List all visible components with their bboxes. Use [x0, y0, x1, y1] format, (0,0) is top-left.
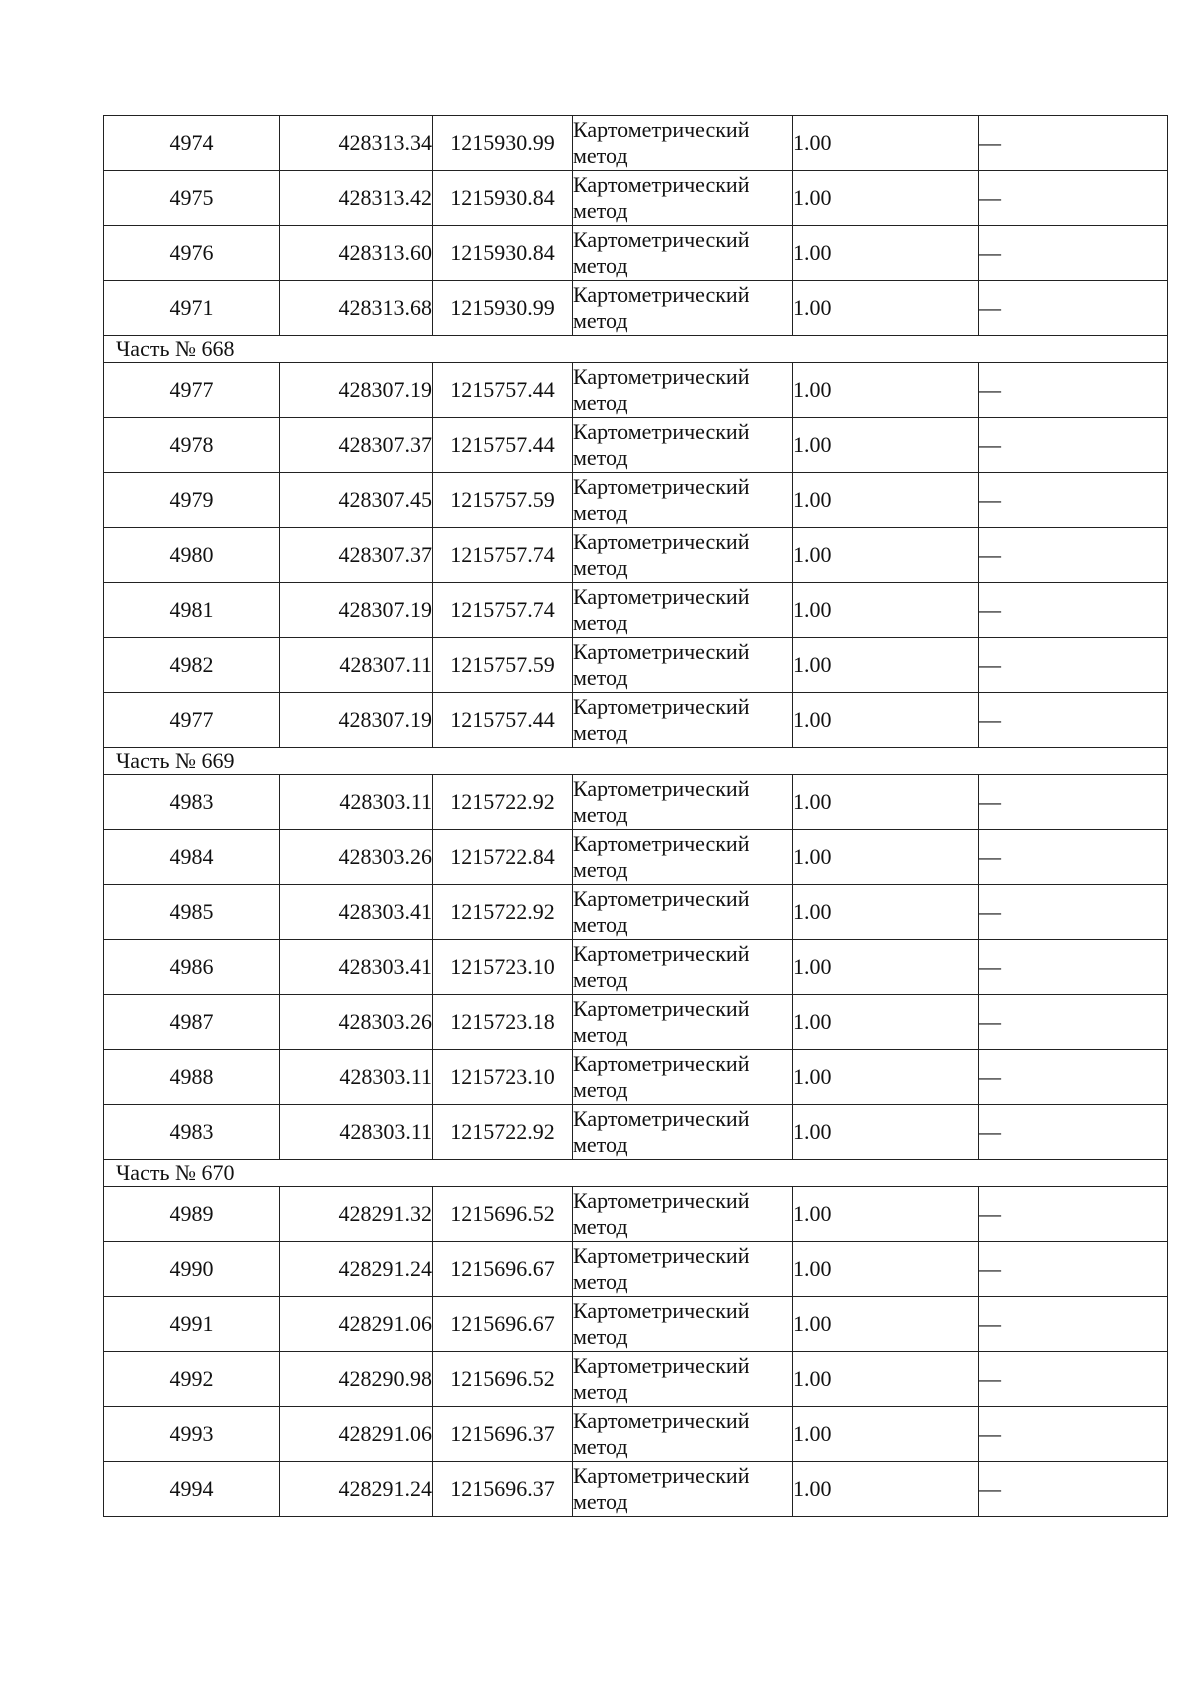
point-number-cell: 4994: [104, 1462, 280, 1517]
method-line: метод: [573, 143, 628, 168]
method-line: метод: [573, 198, 628, 223]
note-cell: —: [979, 693, 1168, 748]
x-coordinate-cell: 428291.06: [280, 1297, 433, 1352]
x-coordinate-cell: 428291.24: [280, 1242, 433, 1297]
point-number-cell: 4983: [104, 1105, 280, 1160]
note-cell: —: [979, 995, 1168, 1050]
method-line: метод: [573, 1434, 628, 1459]
table-row: [104, 1297, 1168, 1352]
method-line: Картометрический: [573, 1298, 750, 1323]
method-line: Картометрический: [573, 364, 750, 389]
y-coordinate-cell: 1215930.84: [433, 226, 573, 281]
table-row: [104, 1105, 1168, 1160]
y-coordinate-cell: 1215696.37: [433, 1462, 573, 1517]
y-coordinate-cell: 1215757.74: [433, 528, 573, 583]
part-header-row: [104, 748, 1168, 775]
accuracy-cell: 1.00: [793, 1105, 979, 1160]
point-number-cell: 4989: [104, 1187, 280, 1242]
method-line: Картометрический: [573, 694, 750, 719]
method-line: метод: [573, 665, 628, 690]
method-line: Картометрический: [573, 1243, 750, 1268]
part-label: Часть № 668: [104, 336, 1168, 363]
point-number-cell: 4977: [104, 693, 280, 748]
method-line: метод: [573, 1132, 628, 1157]
part-header-row: [104, 1160, 1168, 1187]
table-row: [104, 528, 1168, 583]
point-number-cell: 4976: [104, 226, 280, 281]
y-coordinate-cell: 1215757.44: [433, 363, 573, 418]
method-cell: [573, 1407, 793, 1462]
method-line: Картометрический: [573, 1051, 750, 1076]
accuracy-cell: 1.00: [793, 995, 979, 1050]
x-coordinate-cell: 428307.19: [280, 693, 433, 748]
method-cell: [573, 885, 793, 940]
point-number-cell: 4992: [104, 1352, 280, 1407]
point-number-cell: 4983: [104, 775, 280, 830]
table-row: [104, 583, 1168, 638]
part-label: Часть № 669: [104, 748, 1168, 775]
method-line: Картометрический: [573, 584, 750, 609]
table-row: [104, 940, 1168, 995]
note-cell: —: [979, 473, 1168, 528]
method-cell: [573, 473, 793, 528]
accuracy-cell: 1.00: [793, 830, 979, 885]
note-cell: —: [979, 1297, 1168, 1352]
method-line: метод: [573, 1214, 628, 1239]
note-cell: —: [979, 1462, 1168, 1517]
point-number-cell: 4975: [104, 171, 280, 226]
y-coordinate-cell: 1215696.37: [433, 1407, 573, 1462]
x-coordinate-cell: 428303.41: [280, 940, 433, 995]
method-cell: [573, 1050, 793, 1105]
y-coordinate-cell: 1215930.84: [433, 171, 573, 226]
method-line: метод: [573, 445, 628, 470]
table-row: [104, 418, 1168, 473]
note-cell: —: [979, 1352, 1168, 1407]
note-cell: —: [979, 1105, 1168, 1160]
x-coordinate-cell: 428313.68: [280, 281, 433, 336]
table-row: [104, 1462, 1168, 1517]
method-line: Картометрический: [573, 227, 750, 252]
table-row: [104, 116, 1168, 171]
method-cell: [573, 363, 793, 418]
table-row: [104, 830, 1168, 885]
method-line: Картометрический: [573, 529, 750, 554]
table-row: [104, 1187, 1168, 1242]
point-number-cell: 4974: [104, 116, 280, 171]
accuracy-cell: 1.00: [793, 1407, 979, 1462]
x-coordinate-cell: 428313.34: [280, 116, 433, 171]
accuracy-cell: 1.00: [793, 473, 979, 528]
point-number-cell: 4986: [104, 940, 280, 995]
method-cell: [573, 1242, 793, 1297]
accuracy-cell: 1.00: [793, 638, 979, 693]
accuracy-cell: 1.00: [793, 1297, 979, 1352]
method-cell: [573, 940, 793, 995]
accuracy-cell: 1.00: [793, 171, 979, 226]
x-coordinate-cell: 428307.37: [280, 418, 433, 473]
note-cell: —: [979, 281, 1168, 336]
method-line: Картометрический: [573, 996, 750, 1021]
method-line: метод: [573, 857, 628, 882]
y-coordinate-cell: 1215930.99: [433, 116, 573, 171]
x-coordinate-cell: 428307.37: [280, 528, 433, 583]
note-cell: —: [979, 1242, 1168, 1297]
method-cell: [573, 418, 793, 473]
y-coordinate-cell: 1215723.10: [433, 1050, 573, 1105]
note-cell: —: [979, 226, 1168, 281]
method-cell: [573, 693, 793, 748]
y-coordinate-cell: 1215757.59: [433, 638, 573, 693]
y-coordinate-cell: 1215722.92: [433, 775, 573, 830]
x-coordinate-cell: 428291.24: [280, 1462, 433, 1517]
x-coordinate-cell: 428313.42: [280, 171, 433, 226]
accuracy-cell: 1.00: [793, 1352, 979, 1407]
accuracy-cell: 1.00: [793, 1462, 979, 1517]
method-cell: [573, 583, 793, 638]
method-line: Картометрический: [573, 474, 750, 499]
y-coordinate-cell: 1215696.52: [433, 1352, 573, 1407]
point-number-cell: 4981: [104, 583, 280, 638]
table-row: [104, 1242, 1168, 1297]
x-coordinate-cell: 428303.41: [280, 885, 433, 940]
note-cell: —: [979, 940, 1168, 995]
note-cell: —: [979, 885, 1168, 940]
note-cell: —: [979, 171, 1168, 226]
method-cell: [573, 1297, 793, 1352]
note-cell: —: [979, 528, 1168, 583]
method-line: Картометрический: [573, 776, 750, 801]
note-cell: —: [979, 363, 1168, 418]
method-cell: [573, 1105, 793, 1160]
y-coordinate-cell: 1215723.10: [433, 940, 573, 995]
accuracy-cell: 1.00: [793, 226, 979, 281]
table-row: [104, 995, 1168, 1050]
y-coordinate-cell: 1215722.92: [433, 885, 573, 940]
method-line: Картометрический: [573, 831, 750, 856]
method-line: Картометрический: [573, 282, 750, 307]
method-cell: [573, 226, 793, 281]
point-number-cell: 4993: [104, 1407, 280, 1462]
method-line: метод: [573, 308, 628, 333]
point-number-cell: 4987: [104, 995, 280, 1050]
method-line: Картометрический: [573, 1106, 750, 1131]
method-line: Картометрический: [573, 886, 750, 911]
accuracy-cell: 1.00: [793, 1187, 979, 1242]
accuracy-cell: 1.00: [793, 775, 979, 830]
method-line: метод: [573, 967, 628, 992]
accuracy-cell: 1.00: [793, 116, 979, 171]
x-coordinate-cell: 428291.06: [280, 1407, 433, 1462]
point-number-cell: 4991: [104, 1297, 280, 1352]
table-row: [104, 363, 1168, 418]
point-number-cell: 4979: [104, 473, 280, 528]
method-line: метод: [573, 1379, 628, 1404]
point-number-cell: 4978: [104, 418, 280, 473]
table-row: [104, 473, 1168, 528]
note-cell: —: [979, 583, 1168, 638]
method-line: Картометрический: [573, 639, 750, 664]
point-number-cell: 4971: [104, 281, 280, 336]
x-coordinate-cell: 428307.11: [280, 638, 433, 693]
accuracy-cell: 1.00: [793, 1050, 979, 1105]
y-coordinate-cell: 1215696.52: [433, 1187, 573, 1242]
x-coordinate-cell: 428313.60: [280, 226, 433, 281]
x-coordinate-cell: 428307.19: [280, 363, 433, 418]
point-number-cell: 4982: [104, 638, 280, 693]
accuracy-cell: 1.00: [793, 418, 979, 473]
table-row: [104, 171, 1168, 226]
x-coordinate-cell: 428303.11: [280, 1105, 433, 1160]
method-line: Картометрический: [573, 1463, 750, 1488]
method-line: метод: [573, 1324, 628, 1349]
x-coordinate-cell: 428307.45: [280, 473, 433, 528]
table-row: [104, 693, 1168, 748]
method-line: Картометрический: [573, 1408, 750, 1433]
part-header-row: [104, 336, 1168, 363]
point-number-cell: 4990: [104, 1242, 280, 1297]
y-coordinate-cell: 1215930.99: [433, 281, 573, 336]
x-coordinate-cell: 428303.26: [280, 995, 433, 1050]
note-cell: —: [979, 1407, 1168, 1462]
method-line: Картометрический: [573, 1188, 750, 1213]
method-line: Картометрический: [573, 172, 750, 197]
point-number-cell: 4988: [104, 1050, 280, 1105]
x-coordinate-cell: 428303.26: [280, 830, 433, 885]
y-coordinate-cell: 1215696.67: [433, 1242, 573, 1297]
x-coordinate-cell: 428303.11: [280, 775, 433, 830]
method-cell: [573, 995, 793, 1050]
coordinates-table-body: [104, 116, 1168, 1517]
y-coordinate-cell: 1215722.92: [433, 1105, 573, 1160]
note-cell: —: [979, 638, 1168, 693]
table-row: [104, 1352, 1168, 1407]
y-coordinate-cell: 1215723.18: [433, 995, 573, 1050]
table-row: [104, 226, 1168, 281]
method-cell: [573, 1462, 793, 1517]
point-number-cell: 4980: [104, 528, 280, 583]
method-line: Картометрический: [573, 419, 750, 444]
x-coordinate-cell: 428303.11: [280, 1050, 433, 1105]
accuracy-cell: 1.00: [793, 693, 979, 748]
note-cell: —: [979, 1187, 1168, 1242]
method-cell: [573, 528, 793, 583]
method-cell: [573, 1352, 793, 1407]
method-cell: [573, 281, 793, 336]
method-line: метод: [573, 555, 628, 580]
note-cell: —: [979, 830, 1168, 885]
y-coordinate-cell: 1215757.44: [433, 693, 573, 748]
table-row: [104, 775, 1168, 830]
table-row: [104, 281, 1168, 336]
y-coordinate-cell: 1215757.59: [433, 473, 573, 528]
method-line: Картометрический: [573, 1353, 750, 1378]
method-cell: [573, 638, 793, 693]
accuracy-cell: 1.00: [793, 281, 979, 336]
table-row: [104, 1407, 1168, 1462]
table-row: [104, 1050, 1168, 1105]
method-cell: [573, 775, 793, 830]
method-line: метод: [573, 1489, 628, 1514]
method-cell: [573, 116, 793, 171]
method-cell: [573, 830, 793, 885]
accuracy-cell: 1.00: [793, 940, 979, 995]
accuracy-cell: 1.00: [793, 583, 979, 638]
note-cell: —: [979, 418, 1168, 473]
method-line: метод: [573, 1022, 628, 1047]
note-cell: —: [979, 116, 1168, 171]
y-coordinate-cell: 1215757.44: [433, 418, 573, 473]
method-line: метод: [573, 802, 628, 827]
method-cell: [573, 171, 793, 226]
y-coordinate-cell: 1215757.74: [433, 583, 573, 638]
method-line: метод: [573, 1269, 628, 1294]
method-line: метод: [573, 390, 628, 415]
y-coordinate-cell: 1215722.84: [433, 830, 573, 885]
x-coordinate-cell: 428290.98: [280, 1352, 433, 1407]
method-line: метод: [573, 500, 628, 525]
part-label: Часть № 670: [104, 1160, 1168, 1187]
method-line: Картометрический: [573, 941, 750, 966]
method-line: Картометрический: [573, 117, 750, 142]
coordinates-table: [103, 115, 1168, 1517]
accuracy-cell: 1.00: [793, 885, 979, 940]
method-line: метод: [573, 1077, 628, 1102]
accuracy-cell: 1.00: [793, 363, 979, 418]
x-coordinate-cell: 428291.32: [280, 1187, 433, 1242]
method-cell: [573, 1187, 793, 1242]
point-number-cell: 4977: [104, 363, 280, 418]
point-number-cell: 4984: [104, 830, 280, 885]
y-coordinate-cell: 1215696.67: [433, 1297, 573, 1352]
point-number-cell: 4985: [104, 885, 280, 940]
method-line: метод: [573, 610, 628, 635]
table-row: [104, 638, 1168, 693]
accuracy-cell: 1.00: [793, 1242, 979, 1297]
method-line: метод: [573, 912, 628, 937]
note-cell: —: [979, 1050, 1168, 1105]
accuracy-cell: 1.00: [793, 528, 979, 583]
method-line: метод: [573, 720, 628, 745]
table-row: [104, 885, 1168, 940]
x-coordinate-cell: 428307.19: [280, 583, 433, 638]
method-line: метод: [573, 253, 628, 278]
note-cell: —: [979, 775, 1168, 830]
